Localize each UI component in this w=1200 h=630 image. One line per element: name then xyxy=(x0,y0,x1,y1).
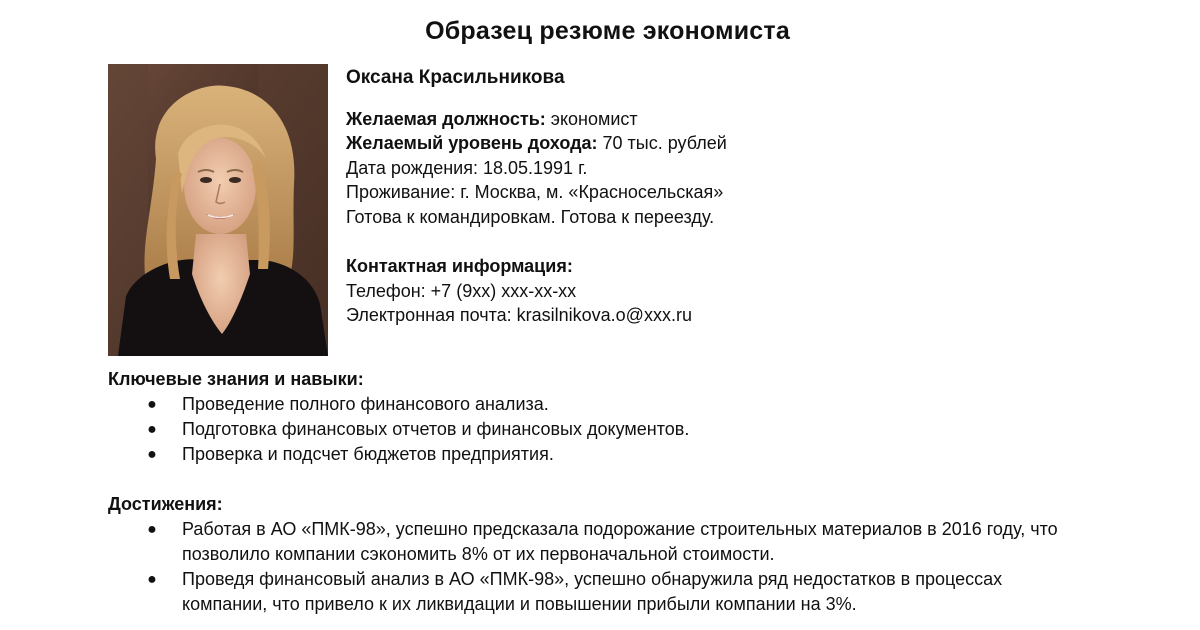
bullet-icon: ● xyxy=(147,521,157,538)
profile-photo xyxy=(108,64,328,356)
bullet-icon: ● xyxy=(147,571,157,588)
skills-heading: Ключевые знания и навыки: xyxy=(108,369,364,389)
skills-section xyxy=(108,367,1168,467)
phone: Телефон: +7 (9хх) ххх-хх-хх xyxy=(346,280,577,301)
birth-date: Дата рождения: 18.05.1991 г. xyxy=(346,157,588,178)
email: Электронная почта: krasilnikova.o@xxx.ru xyxy=(346,305,692,326)
list-item xyxy=(108,517,1168,567)
list-item xyxy=(108,442,1168,467)
desired-income-row xyxy=(346,131,1166,156)
achievement-line: компании, что привело к их ликвидации и повышении прибыли компании на 3%. xyxy=(182,594,857,614)
skills-list xyxy=(108,392,1168,467)
achievement-line: Проведя финансовый анализ в АО «ПМК-98», успешно обнаружила ряд недостатков в процессах xyxy=(182,569,1003,589)
readiness: Готова к командировкам. Готова к переезду. xyxy=(346,206,715,227)
contacts-heading-text: Контактная информация: xyxy=(346,256,573,277)
list-item xyxy=(108,417,1168,442)
desired-position-row xyxy=(346,107,1166,132)
skill-text: Проведение полного финансового анализа. xyxy=(182,394,549,414)
skill-text: Подготовка финансовых отчетов и финансовых документов. xyxy=(182,419,690,439)
list-item xyxy=(108,567,1168,617)
desired-position-label: Желаемая должность: xyxy=(346,108,546,129)
desired-income-label: Желаемый уровень дохода: xyxy=(346,133,598,154)
profile-info xyxy=(346,64,1166,328)
candidate-name: Оксана Красильникова xyxy=(346,67,565,88)
spacer xyxy=(346,230,1166,255)
achievements-heading: Достижения: xyxy=(108,494,223,514)
residence: Проживание: г. Москва, м. «Красносельская» xyxy=(346,182,724,203)
desired-position-value: экономист xyxy=(545,108,638,129)
desired-income-value: 70 тыс. рублей xyxy=(597,133,727,154)
achievement-line: Работая в АО «ПМК-98», успешно предсказала подорожание строительных материалов в 2016 году, что xyxy=(182,519,1058,539)
contacts-heading xyxy=(346,254,1166,279)
page-title: Образец резюме экономиста xyxy=(425,17,790,45)
achievements-section xyxy=(108,492,1168,617)
skill-text: Проверка и подсчет бюджетов предприятия. xyxy=(182,444,554,464)
bullet-icon: ● xyxy=(147,446,157,463)
bullet-icon: ● xyxy=(147,421,157,438)
bullet-icon: ● xyxy=(147,396,157,413)
list-item xyxy=(108,392,1168,417)
achievement-line: позволило компании сэкономить 8% от их первоначальной стоимости. xyxy=(182,544,775,564)
achievements-list xyxy=(108,517,1168,617)
